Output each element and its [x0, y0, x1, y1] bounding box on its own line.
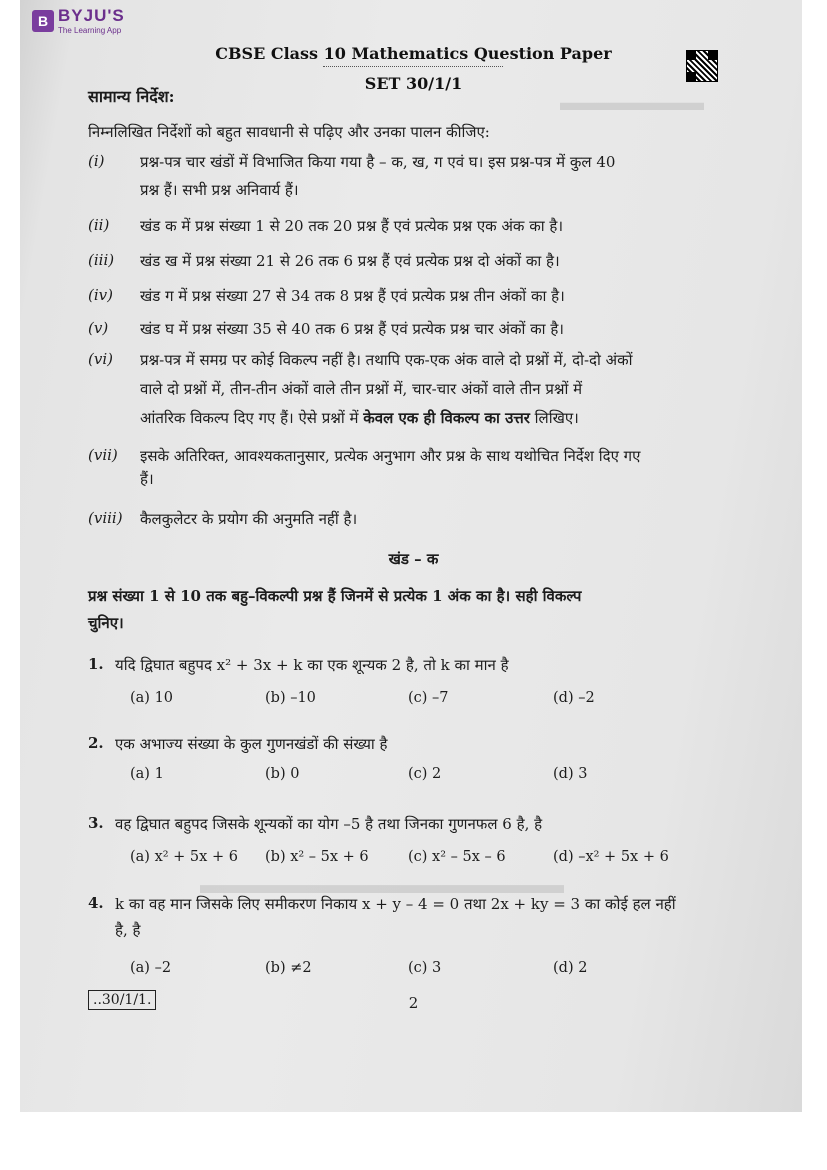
instruction-text: खंड घ में प्रश्न संख्या 35 से 40 तक 6 प्रश्न हैं एवं प्रत्येक प्रश्न चार अंकों का है। [140, 320, 564, 338]
instruction-text: खंड ग में प्रश्न संख्या 27 से 34 तक 8 प्रश्न हैं एवं प्रत्येक प्रश्न तीन अंकों का है। [140, 287, 565, 305]
question-text: k का वह मान जिसके लिए समीकरण निकाय x + y – 4 = 0 तथा 2x + ky = 3 का कोई हल नहीं [115, 895, 676, 913]
option-a: (a) 10 [130, 690, 174, 706]
question-number: 1. [88, 655, 104, 673]
question-number: 2. [88, 734, 104, 752]
instruction-number: (i) [88, 152, 105, 170]
brand-name: BYJU'S [58, 6, 125, 25]
instruction-number: (vii) [88, 446, 118, 464]
option-d: (d) 2 [553, 960, 588, 976]
question-text: है, है [115, 921, 141, 939]
instruction-text: आंतरिक विकल्प दिए गए हैं। ऐसे प्रश्नों में [140, 409, 359, 427]
brand-tagline: The Learning App [58, 26, 122, 35]
option-c: (c) x² – 5x – 6 [408, 849, 506, 865]
instruction-number: (vi) [88, 350, 113, 368]
instruction-text: कैलकुलेटर के प्रयोग की अनुमति नहीं है। [140, 510, 358, 528]
option-d: (d) –x² + 5x + 6 [553, 849, 669, 865]
instruction-number: (iv) [88, 286, 113, 304]
option-a: (a) x² + 5x + 6 [130, 849, 238, 865]
option-a: (a) –2 [130, 960, 172, 976]
instructions-intro: निम्नलिखित निर्देशों को बहुत सावधानी से पढ़िए और उनका पालन कीजिए: [88, 123, 490, 141]
instructions-heading: सामान्य निर्देश: [88, 87, 175, 106]
instruction-text: प्रश्न-पत्र में समग्र पर कोई विकल्प नहीं है। तथापि एक-एक अंक वाले दो प्रश्नों में, दो-दो अंकों [140, 351, 633, 369]
option-b: (b) ≠2 [265, 960, 312, 976]
option-c: (c) 2 [408, 766, 442, 782]
instruction-text-last [140, 408, 579, 428]
option-b: (b) x² – 5x + 6 [265, 849, 369, 865]
instruction-text: प्रश्न-पत्र चार खंडों में विभाजित किया गया है – क, ख, ग एवं घ। इस प्रश्न-पत्र में कुल 40 [140, 153, 616, 171]
instruction-text: खंड ख में प्रश्न संख्या 21 से 26 तक 6 प्रश्न हैं एवं प्रत्येक प्रश्न दो अंकों का है। [140, 252, 560, 270]
instruction-text: इसके अतिरिक्त, आवश्यकतानुसार, प्रत्येक अनुभाग और प्रश्न के साथ यथोचित निर्देश दिए गए [140, 447, 641, 465]
show-through-ghost: ▬▬▬▬▬▬▬▬▬▬▬▬▬▬ [200, 870, 564, 899]
logo-mark-icon: B [32, 10, 54, 32]
option-b: (b) –10 [265, 690, 316, 706]
paper-set: SET 30/1/1 [364, 74, 463, 93]
option-a: (a) 1 [130, 766, 164, 782]
page-number: 2 [408, 994, 419, 1012]
question-text: एक अभाज्य संख्या के कुल गुणनखंडों की संख्या है [115, 735, 388, 753]
instruction-text: हैं। [140, 470, 154, 488]
title-underline [323, 66, 503, 67]
instruction-number: (viii) [88, 509, 123, 527]
instruction-text: प्रश्न हैं। सभी प्रश्न अनिवार्य हैं। [140, 181, 299, 199]
instruction-text: वाले दो प्रश्नों में, तीन-तीन अंकों वाले तीन प्रश्नों में, चार-चार अंकों वाले तीन प्रश्नों में [140, 380, 583, 398]
show-through-ghost: ▬▬▬▬▬▬ [560, 90, 704, 116]
instruction-tail: लिखिए। [534, 409, 579, 427]
instruction-number: (iii) [88, 251, 115, 269]
section-instruction: चुनिए। [88, 614, 124, 632]
option-d: (d) 3 [553, 766, 588, 782]
option-b: (b) 0 [265, 766, 300, 782]
instruction-text: खंड क में प्रश्न संख्या 1 से 20 तक 20 प्रश्न हैं एवं प्रत्येक प्रश्न एक अंक का है। [140, 217, 564, 235]
instruction-emphasis: केवल एक ही विकल्प का उत्तर [363, 409, 530, 427]
section-title: खंड – क [388, 550, 439, 568]
question-text: वह द्विघात बहुपद जिसके शून्यकों का योग –5 है तथा जिनका गुणनफल 6 है, है [115, 815, 543, 833]
option-c: (c) –7 [408, 690, 449, 706]
instruction-number: (v) [88, 319, 109, 337]
qr-code-icon [686, 50, 718, 82]
paper-title: CBSE Class 10 Mathematics Question Paper [215, 44, 612, 63]
option-c: (c) 3 [408, 960, 442, 976]
paper-code-box: ..30/1/1. [88, 990, 156, 1010]
option-d: (d) –2 [553, 690, 595, 706]
question-number: 4. [88, 894, 104, 912]
question-number: 3. [88, 814, 104, 832]
section-instruction: प्रश्न संख्या 1 से 10 तक बहु–विकल्पी प्रश्न हैं जिनमें से प्रत्येक 1 अंक का है। सही विकल्प [88, 587, 582, 605]
question-text: यदि द्विघात बहुपद x² + 3x + k का एक शून्यक 2 है, तो k का मान है [115, 656, 509, 674]
brand-logo [32, 6, 125, 35]
instruction-number: (ii) [88, 216, 110, 234]
